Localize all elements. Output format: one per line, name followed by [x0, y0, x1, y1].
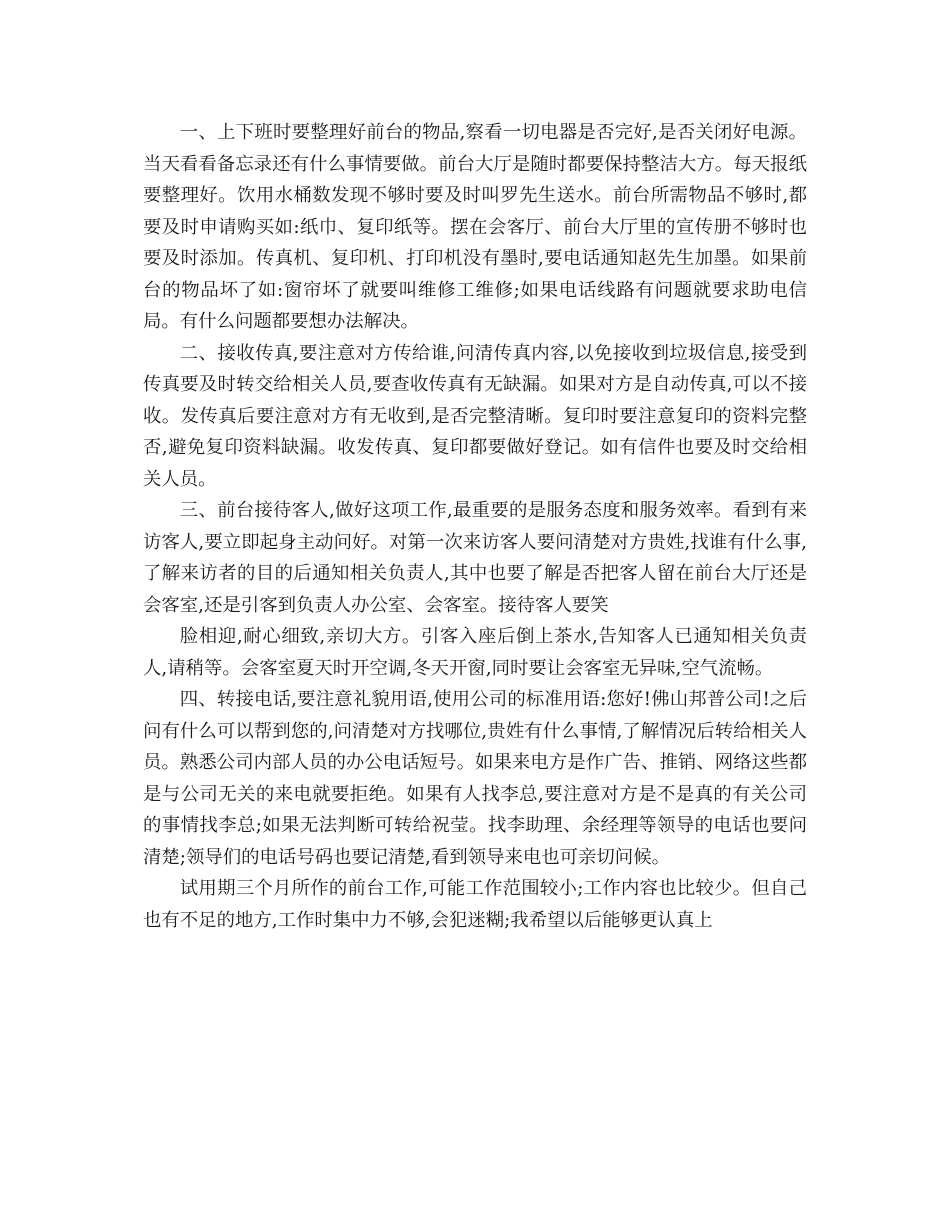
paragraph-front-desk-duties: 一、上下班时要整理好前台的物品,察看一切电器是否完好,是否关闭好电源。当天看看备忘录还有什么事情要做。前台大厅是随时都要保持整洁大方。每天报纸要整理好。饮用水桶数发现不够时要及时叫罗先生送水。前台所需物品不够时,都要及时申请购买如:纸巾、复印纸等。摆在会客厅、前台大厅里的宣传册不够时也要及时添加。传真机、复印机、打印机没有墨时,要电话通知赵先生加墨。如果前台的物品坏了如:窗帘坏了就要叫维修工维修;如果电话线路有问题就要求助电信局。有什么问题都要想办法解决。	[143, 122, 807, 332]
paragraph-fax-handling: 二、接收传真,要注意对方传给谁,问清传真内容,以免接收到垃圾信息,接受到传真要及时转交给相关人员,要查收传真有无缺漏。如果对方是自动传真,可以不接收。发传真后要注意对方有无收到,是否完整清晰。复印时要注意复印的资料完整否,避免复印资料缺漏。收发传真、复印都要做好登记。如有信件也要及时交给相关人员。	[143, 342, 807, 490]
document-body	[143, 117, 807, 936]
paragraph-phone-transfer: 四、转接电话,要注意礼貌用语,使用公司的标准用语:您好!佛山邦普公司!之后问有什么可以帮到您的,问清楚对方找哪位,贵姓有什么事情,了解情况后转给相关人员。熟悉公司内部人员的办公电话短号。如果来电方是作广告、推销、网络这些都是与公司无关的来电就要拒绝。如果有人找李总,要注意对方是不是真的有关公司的事情找李总;如果无法判断可转给祝莹。找李助理、余经理等领导的电话也要问清楚;领导们的电话号码也要记清楚,看到领导来电也可亲切问候。	[143, 689, 807, 868]
paragraph-reception-continued: 脸相迎,耐心细致,亲切大方。引客入座后倒上茶水,告知客人已通知相关负责人,请稍等。会客室夏天时开空调,冬天开窗,同时要让会客室无异味,空气流畅。	[143, 626, 807, 679]
paragraph-reception: 三、前台接待客人,做好这项工作,最重要的是服务态度和服务效率。看到有来访客人,要立即起身主动问好。对第一次来访客人要问清楚对方贵姓,找谁有什么事,了解来访者的目的后通知相关负责人,其中也要了解是否把客人留在前台大厅还是会客室,还是引客到负责人办公室、会客室。接待客人要笑	[143, 500, 807, 616]
paragraph-probation-summary: 试用期三个月所作的前台工作,可能工作范围较小;工作内容也比较少。但自己也有不足的地方,工作时集中力不够,会犯迷糊;我希望以后能够更认真上	[143, 878, 807, 931]
